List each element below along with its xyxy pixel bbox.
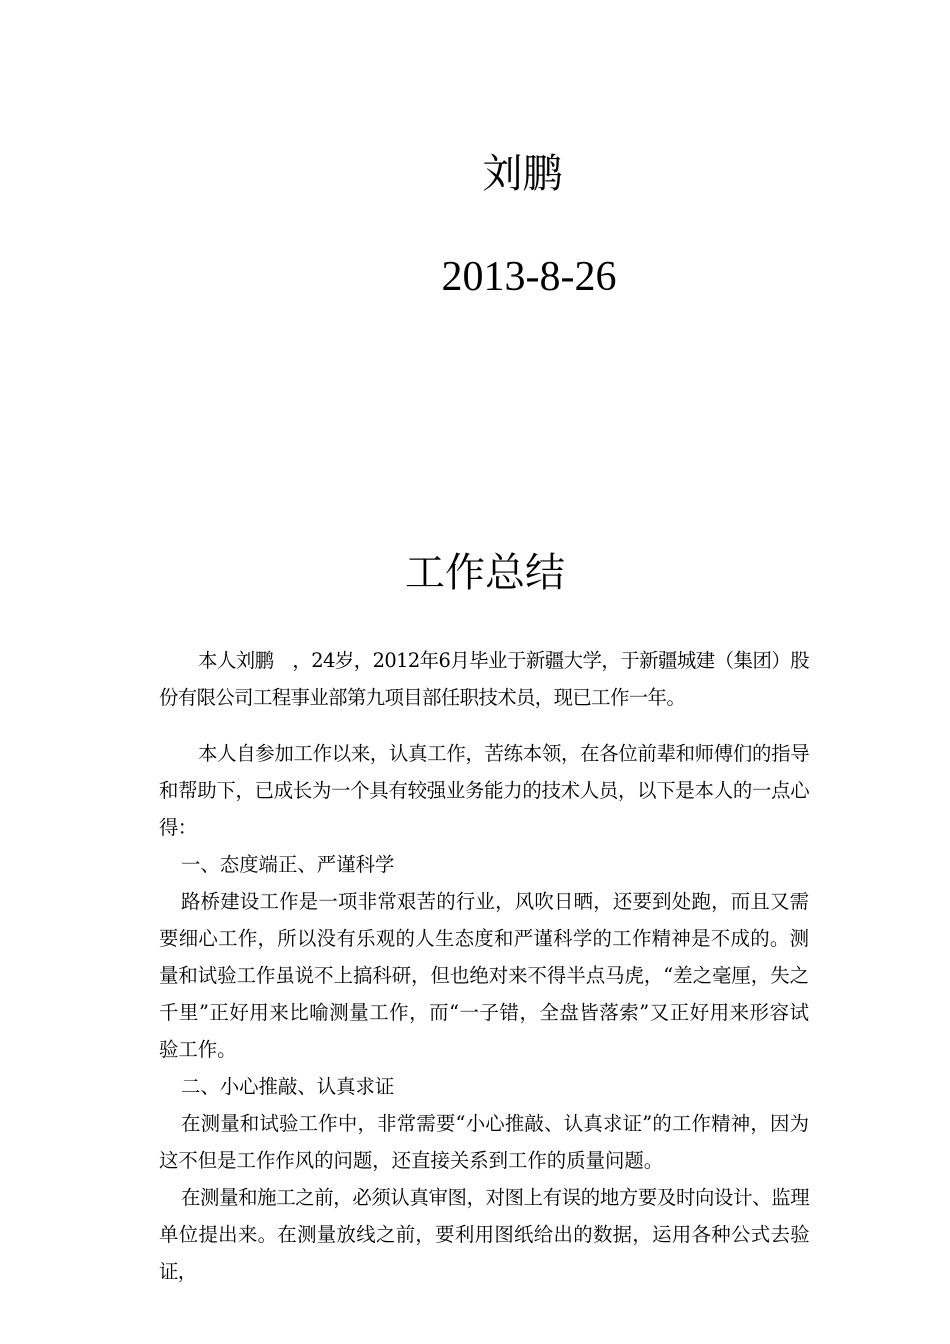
paragraph-experience: 本人自参加工作以来，认真工作，苦练本领，在各位前辈和师傅们的指导和帮助下，已成长为一个具有较强业务能力的技术人员，以下是本人的一点心得： <box>159 742 809 839</box>
paragraph-section-1: 路桥建设工作是一项非常艰苦的行业，风吹日晒，还要到处跑，而且又需要细心工作，所以没有乐观的人生态度和严谨科学的工作精神是不成的。测量和试验工作虽说不上搞科研，但也绝对来不得半点马虎，“差之毫厘，失之千里”正好用来比喻测量工作，而“一子错，全盘皆落索”又正好用来形容试验工作。 <box>159 890 809 1061</box>
section-heading-2: 二、小心推敲、认真求证 <box>181 1075 395 1098</box>
paragraph-gap <box>159 716 809 735</box>
paragraph-section-2b: 在测量和施工之前，必须认真审图，对图上有误的地方要及时向设计、监理单位提出来。在测量放线之前，要利用图纸给出的数据，运用各种公式去验证， <box>159 1186 809 1283</box>
paragraph-section-2a: 在测量和试验工作中，非常需要“小心推敲、认真求证”的工作精神，因为这不但是工作作风的问题，还直接关系到工作的质量问题。 <box>159 1112 809 1172</box>
document-title: 工作总结 <box>405 550 565 596</box>
cover-date: 2013-8-26 <box>441 254 617 300</box>
paragraph-intro: 本人刘鹏 ，24岁，2012年6月毕业于新疆大学，于新疆城建（集团）股份有限公司工程事业部第九项目部任职技术员，现已工作一年。 <box>159 649 809 709</box>
section-heading-1: 一、态度端正、严谨科学 <box>181 853 395 876</box>
cover-author: 刘鹏 <box>482 151 563 197</box>
document-body <box>159 642 809 1290</box>
